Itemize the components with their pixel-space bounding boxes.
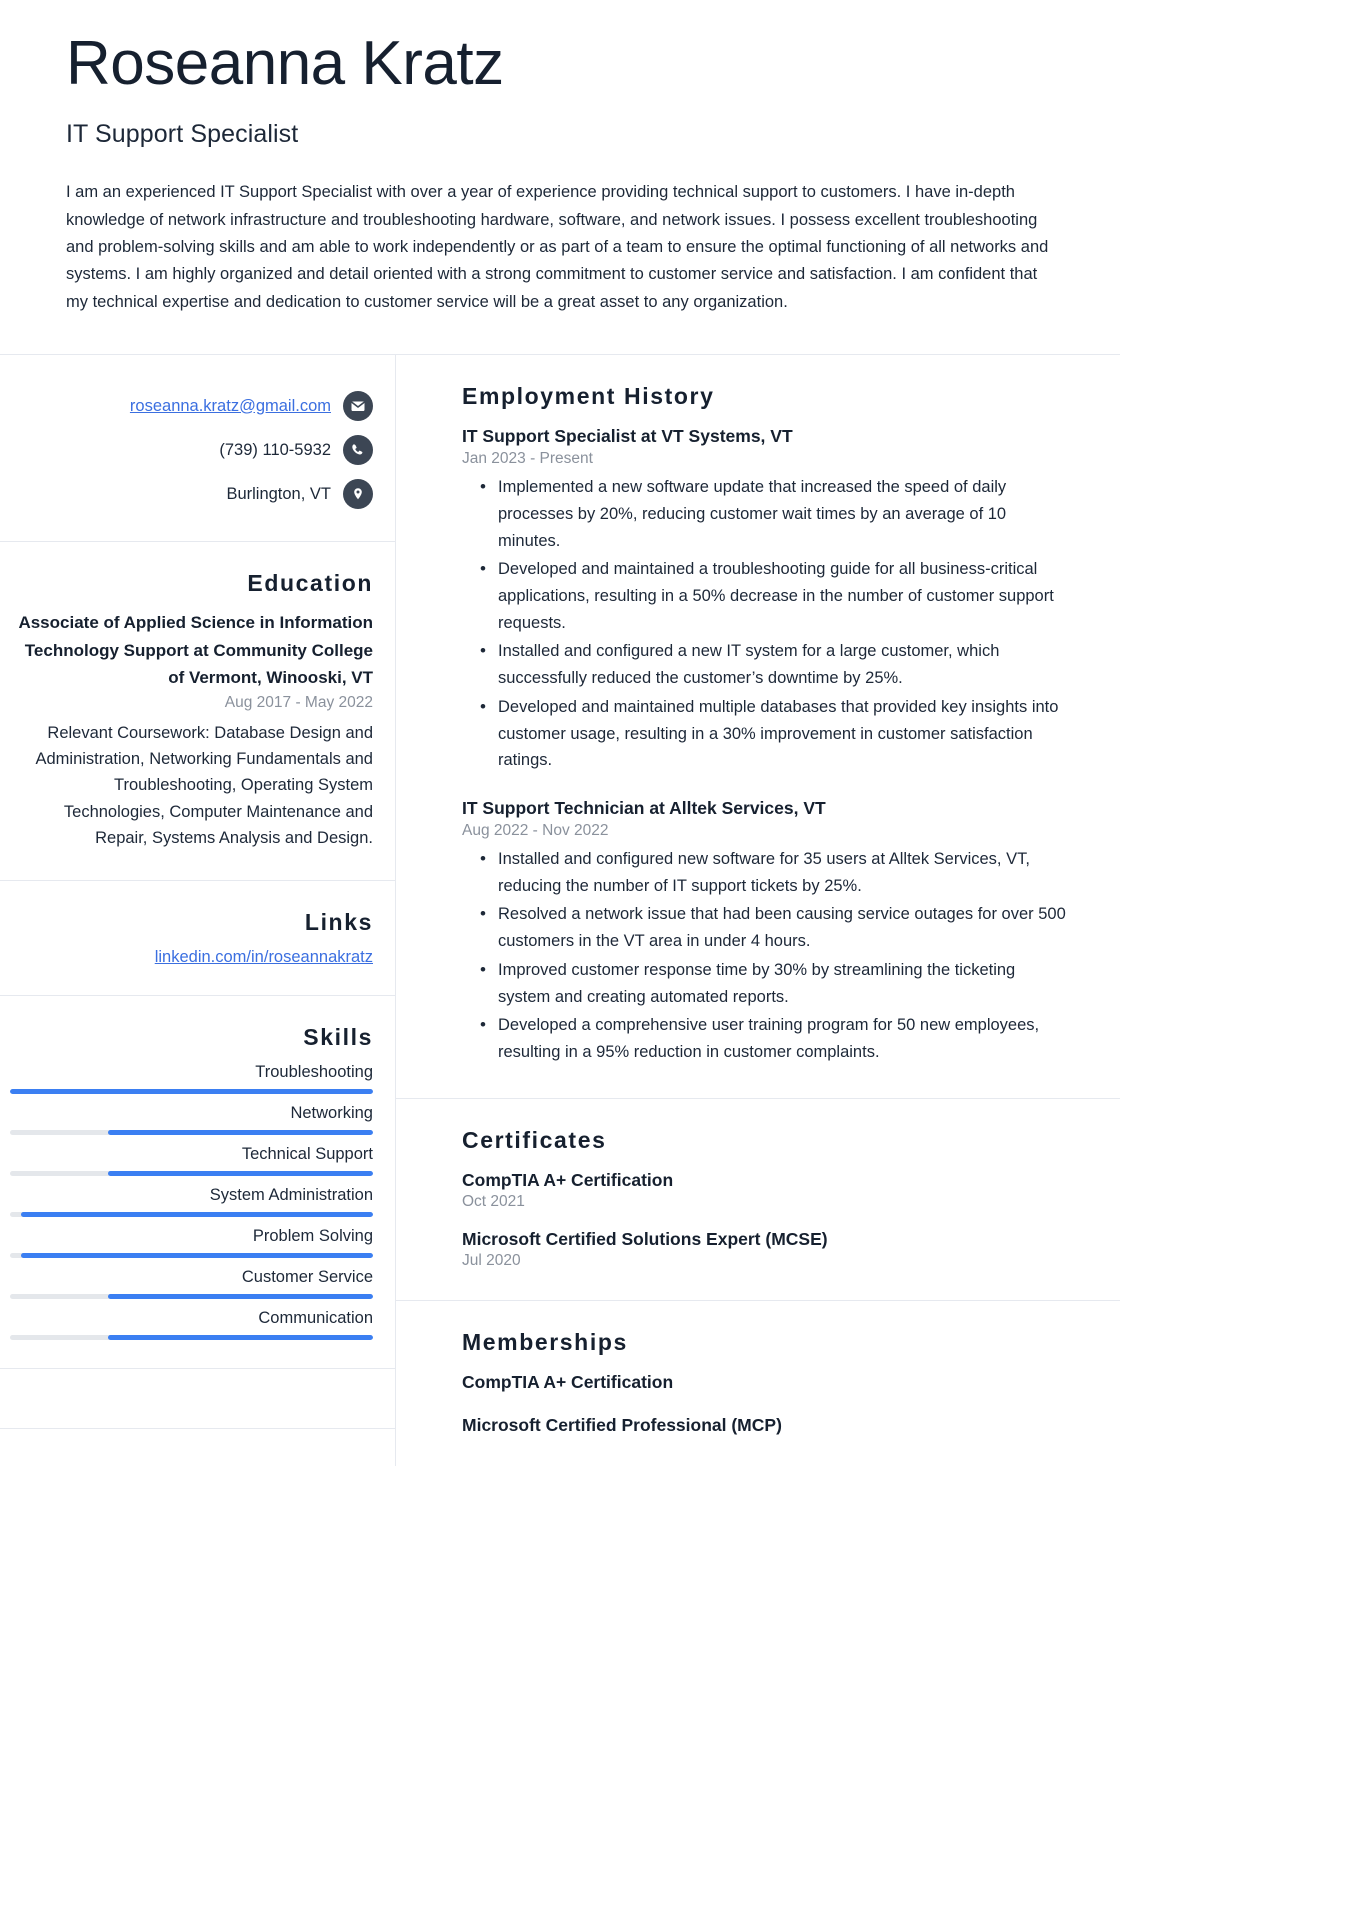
sidebar-column (0, 355, 396, 1466)
education-block (0, 542, 395, 881)
map-pin-icon (343, 479, 373, 509)
professional-summary: I am an experienced IT Support Specialist with over a year of experience providing technical support to customers. I have in-depth knowledge of network infrastructure and troubleshooting hardware, software, and network issues. I possess excellent troubleshooting and problem-solving skills and am able to work independently or as part of a team to ensure the optimal functioning of all networks and systems. I am highly organized and detail oriented with a strong commitment to customer service and satisfaction. I am confident that my technical expertise and dedication to customer service will be a great asset to any organization. (66, 183, 1049, 311)
memberships-block (396, 1301, 1120, 1466)
skill-level-fill (108, 1171, 373, 1176)
job-bullet: • Developed a comprehensive user training program for 50 new employees, resulting in a 95% reduction in customer complaints. (462, 1012, 1070, 1065)
certificate-item (462, 1170, 1070, 1211)
certificate-date: Oct 2021 (462, 1192, 525, 1210)
job-bullet: • Installed and configured new software for 35 users at Alltek Services, VT, reducing the number of IT support tickets by 25%. (462, 846, 1070, 899)
links-heading: Links (304, 908, 373, 935)
skill-level-fill (108, 1294, 373, 1299)
contact-row-location (10, 479, 373, 509)
job-dates: Jan 2023 - Present (462, 450, 593, 468)
memberships-heading: Memberships (462, 1328, 628, 1355)
job-bullet-list (462, 474, 1070, 774)
education-description: Relevant Coursework: Database Design and Administration, Networking Fundamentals and Troubleshooting, Operating System Technologies, Computer Maintenance and Repair, Systems Analysis and Design. (35, 723, 373, 848)
job-bullet: • Developed and maintained a troubleshooting guide for all business-critical applications, resulting in a 50% decrease in the number of customer support requests. (462, 556, 1070, 636)
skill-level-bar (10, 1171, 373, 1176)
job-bullet: • Implemented a new software update that increased the speed of daily processes by 20%, reducing customer wait times by an average of 10 minutes. (462, 474, 1070, 554)
skill-level-bar (10, 1212, 373, 1217)
skill-level-fill (21, 1253, 373, 1258)
certificates-block (396, 1099, 1120, 1301)
resume-body (0, 354, 1120, 1466)
skill-level-bar (10, 1294, 373, 1299)
contact-list (10, 383, 373, 513)
job-dates: Aug 2022 - Nov 2022 (462, 821, 609, 839)
job-bullet: • Installed and configured a new IT system for a large customer, which successfully reduced the customer’s downtime by 25%. (462, 638, 1070, 691)
skill-item (10, 1186, 373, 1217)
job-bullet: • Resolved a network issue that had been causing service outages for over 500 customers in the VT area in under 4 hours. (462, 901, 1070, 954)
skill-label: Troubleshooting (255, 1062, 373, 1081)
location-text: Burlington, VT (226, 484, 331, 503)
education-heading: Education (247, 570, 373, 597)
skill-item (10, 1104, 373, 1135)
certificate-title: CompTIA A+ Certification (462, 1169, 674, 1190)
contact-row-phone[interactable] (10, 435, 373, 465)
links-block (0, 881, 395, 996)
job-bullet: • Developed and maintained multiple databases that provided key insights into customer usage, resulting in a 30% improvement in customer satisfaction ratings. (462, 694, 1070, 774)
skill-item (10, 1145, 373, 1176)
linkedin-link[interactable]: linkedin.com/in/roseannakratz (154, 947, 373, 966)
skill-item (10, 1227, 373, 1258)
skill-level-bar (10, 1253, 373, 1258)
skills-heading: Skills (303, 1023, 373, 1050)
memberships-list (462, 1372, 1070, 1436)
sidebar-spacer (0, 1369, 395, 1429)
education-dates: Aug 2017 - May 2022 (224, 693, 373, 711)
job-heading: IT Support Specialist at VT Systems, VT (462, 426, 793, 447)
contact-row-email[interactable] (10, 391, 373, 421)
skill-item (10, 1268, 373, 1299)
certificates-list (462, 1170, 1070, 1270)
education-entry (10, 609, 373, 852)
skill-level-bar (10, 1335, 373, 1340)
skill-label: Customer Service (241, 1267, 373, 1286)
employment-history-heading: Employment History (462, 383, 715, 410)
main-column (396, 355, 1120, 1466)
skill-item (10, 1063, 373, 1094)
skill-level-fill (21, 1212, 373, 1217)
skill-label: System Administration (209, 1185, 373, 1204)
contact-details-block (0, 355, 395, 542)
skill-level-fill (108, 1130, 373, 1135)
job-entry (462, 426, 1070, 774)
email-address[interactable]: roseanna.kratz@gmail.com (129, 396, 331, 415)
skills-list (10, 1063, 373, 1340)
link-item[interactable] (10, 948, 373, 967)
membership-item: CompTIA A+ Certification (462, 1371, 674, 1392)
education-degree: Associate of Applied Science in Information Technology Support at Community College of Vermont, Winooski, VT (18, 613, 373, 688)
skills-block (0, 996, 395, 1369)
employment-history-block (396, 355, 1120, 1099)
phone-number: (739) 110-5932 (219, 440, 331, 459)
job-entry (462, 798, 1070, 1066)
certificate-item (462, 1229, 1070, 1270)
membership-item: Microsoft Certified Professional (MCP) (462, 1414, 782, 1435)
job-list (462, 426, 1070, 1066)
envelope-icon (343, 391, 373, 421)
skill-label: Problem Solving (252, 1226, 373, 1245)
skill-level-fill (10, 1089, 373, 1094)
resume-header (0, 0, 1120, 316)
certificates-heading: Certificates (462, 1126, 607, 1153)
skill-label: Communication (258, 1308, 373, 1327)
certificate-date: Jul 2020 (462, 1251, 521, 1269)
skill-level-bar (10, 1130, 373, 1135)
certificate-title: Microsoft Certified Solutions Expert (MCSE) (462, 1228, 828, 1249)
skill-level-fill (108, 1335, 373, 1340)
job-bullet-list (462, 846, 1070, 1066)
skill-level-bar (10, 1089, 373, 1094)
page-title: Roseanna Kratz (66, 29, 504, 98)
skill-label: Networking (290, 1103, 373, 1122)
skill-item (10, 1309, 373, 1340)
job-heading: IT Support Technician at Alltek Services, VT (462, 797, 826, 818)
job-title-subheading: IT Support Specialist (66, 120, 299, 149)
phone-icon (343, 435, 373, 465)
job-bullet: • Improved customer response time by 30% by streamlining the ticketing system and creating automated reports. (462, 957, 1070, 1010)
skill-label: Technical Support (241, 1144, 373, 1163)
